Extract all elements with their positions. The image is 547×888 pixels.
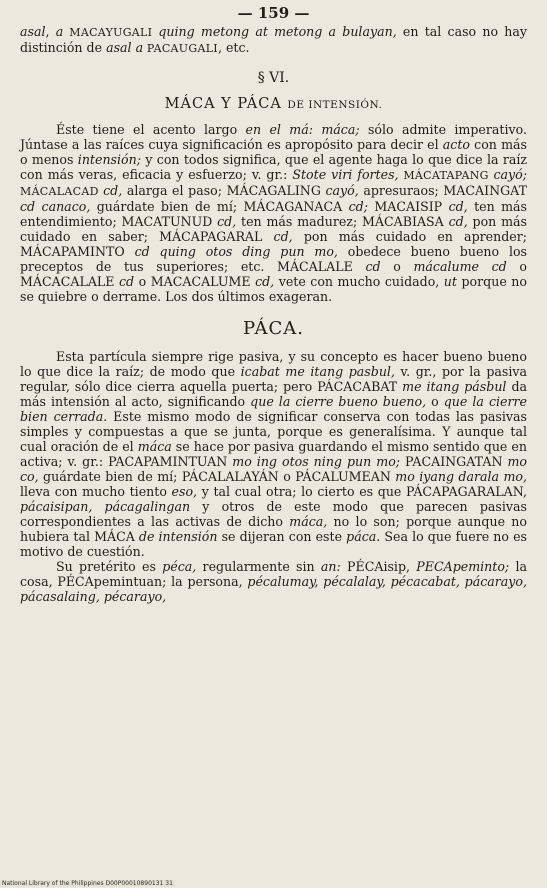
text-segment: Esta partícula siempre rige pasiva, y su concepto es hacer bueno bueno lo que dice la raíz; de modo que — [20, 349, 527, 379]
text-segment: vete con mucho cuidado, — [274, 274, 444, 289]
text-segment: acto — [442, 137, 471, 152]
section-mark: § VI. — [257, 70, 290, 86]
text-segment: no lo son; porque aunque no hubiera tal MÁCA — [20, 514, 528, 544]
text-segment: ten más madurez; MÁCABIASA — [236, 214, 449, 229]
text-segment: cd; — [348, 199, 368, 214]
text-segment: en tal caso no hay distinción de — [20, 24, 527, 55]
text-segment: Stote viri fortes, — [292, 167, 399, 182]
paragraph-maca — [20, 122, 527, 304]
text-segment: eso, — [171, 484, 198, 499]
text-segment: MACAYUGALI — [63, 26, 159, 39]
text-segment: porque no se quiebre o derrame. Los dos últimos exageran. — [20, 274, 527, 304]
text-segment: cayó; — [493, 167, 527, 182]
text-segment: en el má: máca; — [245, 122, 360, 137]
text-segment: a — [55, 24, 64, 39]
text-segment: asal a — [106, 40, 144, 55]
text-segment: alarga el paso; MÁCAGALING — [122, 183, 326, 198]
section-title — [20, 96, 527, 112]
text-segment: PACAINGATAN — [400, 454, 508, 469]
text-segment: se dijeran con este — [217, 529, 347, 544]
text-segment: máca, — [289, 514, 328, 529]
text-segment: da más intensión al acto, significando — [20, 379, 528, 409]
text-segment: Sea lo que fuere no es motivo de cuestión. — [20, 529, 527, 559]
text-segment: PECApeminto; — [416, 559, 510, 574]
text-segment: o — [380, 259, 414, 274]
text-segment: pécalumay, pécalalay, pécacabat, pácarayo, pácasalaing, pécarayo, — [20, 574, 528, 604]
text-segment: y otros de este modo que parecen pasivas correspondientes a las activas de dicho — [20, 499, 527, 529]
text-segment: ut — [443, 274, 457, 289]
text-segment: mo iyang darala mo, — [395, 469, 527, 484]
heading-paca: PÁCA. — [243, 318, 304, 339]
text-segment: ten más entendimiento; MACATUNUD — [20, 199, 528, 229]
text-segment: cd, — [103, 183, 123, 198]
text-segment: que la cierre bien cerrada. — [20, 394, 527, 424]
text-segment: , etc. — [217, 40, 250, 55]
text-segment: cd — [365, 259, 381, 274]
text-segment: cd, — [255, 274, 275, 289]
text-segment: quing metong at metong a bulayan, — [158, 24, 397, 39]
text-segment: péca, — [162, 559, 197, 574]
text-segment: cd, — [273, 229, 293, 244]
text-segment: cd, — [217, 214, 237, 229]
text-segment: Éste tiene el acento largo — [56, 122, 246, 137]
text-segment: PACAUGALI — [143, 42, 218, 55]
text-segment: o MÁCACALALE — [20, 259, 527, 289]
text-segment: cayó, — [325, 183, 359, 198]
text-segment: y tal cual otra; lo cierto es que PÁCAPAGARALAN, — [197, 484, 527, 499]
text-segment: y con todos significa, que el agente haga lo que dice la raíz con más veras, eficacia y esfuerzo; v. gr.: — [20, 152, 528, 182]
text-segment: guárdate bien de mí; PÁCALALAYÁN o PÁCALUMEAN — [38, 469, 396, 484]
text-segment: MACAISIP — [367, 199, 449, 214]
page-number: — 159 — — [237, 4, 310, 22]
text-segment: con más o menos — [20, 137, 527, 167]
text-segment: pon más cuidado en aprender; MÁCAPAMINTO — [20, 229, 527, 259]
text-segment: cd quing otos ding pun mo, — [134, 244, 338, 259]
text-segment: v. gr., por la pasiva regular, sólo dice cierra aquella puerta; pero PÁCACABAT — [20, 364, 528, 394]
text-segment: mo ing otos ning pun mo; — [232, 454, 401, 469]
text-segment: se hace por pasiva guardando el mismo sentido que en activa; v. gr.: PACAPAMINTUAN — [20, 439, 527, 469]
text-segment: o — [426, 394, 444, 409]
section-title-sub: DE INTENSIÓN. — [287, 99, 383, 111]
text-segment: regularmente sin — [196, 559, 321, 574]
text-segment: me itang pásbul — [402, 379, 507, 394]
text-segment: intensión; — [77, 152, 141, 167]
text-segment: , — [45, 24, 56, 39]
text-segment: MÁCALACAD — [20, 185, 104, 198]
text-segment: apresuraos; MACAINGAT — [358, 183, 527, 198]
text-segment: pácaisipan, pácagalingan — [20, 499, 191, 514]
text-segment: an: — [320, 559, 341, 574]
scan-footer-label: National Library of the Philippines D00P00010890131 31 — [2, 880, 173, 887]
text-segment: páca. — [346, 529, 381, 544]
text-segment: sólo admite imperativo. Júntase a las raíces cuya significación es apropósito para decir el — [20, 122, 527, 152]
text-segment: cd, — [448, 214, 468, 229]
text-segment: Su pretérito es — [56, 559, 163, 574]
text-segment: lleva con mucho tiento — [20, 484, 172, 499]
text-segment: máca — [137, 439, 172, 454]
text-segment: pon más cuidado en saber; MÁCAPAGARAL — [20, 214, 527, 244]
text-segment: cd — [118, 274, 135, 289]
text-segment: mácalume cd — [413, 259, 507, 274]
text-segment: MÁCATAPANG — [398, 169, 494, 182]
text-segment: o MACACALUME — [134, 274, 256, 289]
paragraph-paca — [20, 349, 527, 559]
section-title-main: MÁCA Y PÁCA — [164, 96, 288, 112]
text-segment: cd canaco, — [20, 199, 91, 214]
text-segment: guárdate bien de mí; MÁCAGANACA — [90, 199, 349, 214]
text-segment: que la cierre bueno bueno, — [250, 394, 427, 409]
text-segment: la cosa, PÉCApemintuan; la persona, — [20, 559, 527, 589]
text-segment: mo co, — [20, 454, 528, 484]
text-segment: asal — [20, 24, 46, 39]
paragraph-preterite — [20, 559, 527, 604]
text-segment: cd, — [448, 199, 468, 214]
text-segment: Este mismo modo de significar conserva con todas las pasivas simples y compuestas a que se junta, porque es generalísima. Y aunque tal cual oración de el — [20, 409, 527, 454]
text-segment: icabat me itang pasbul, — [240, 364, 395, 379]
text-segment: PÉCAisip, — [340, 559, 417, 574]
paragraph-continuation — [20, 24, 527, 56]
text-segment: obedece bueno bueno los preceptos de tus superiores; etc. MÁCALALE — [20, 244, 528, 274]
text-segment: de intensión — [138, 529, 218, 544]
